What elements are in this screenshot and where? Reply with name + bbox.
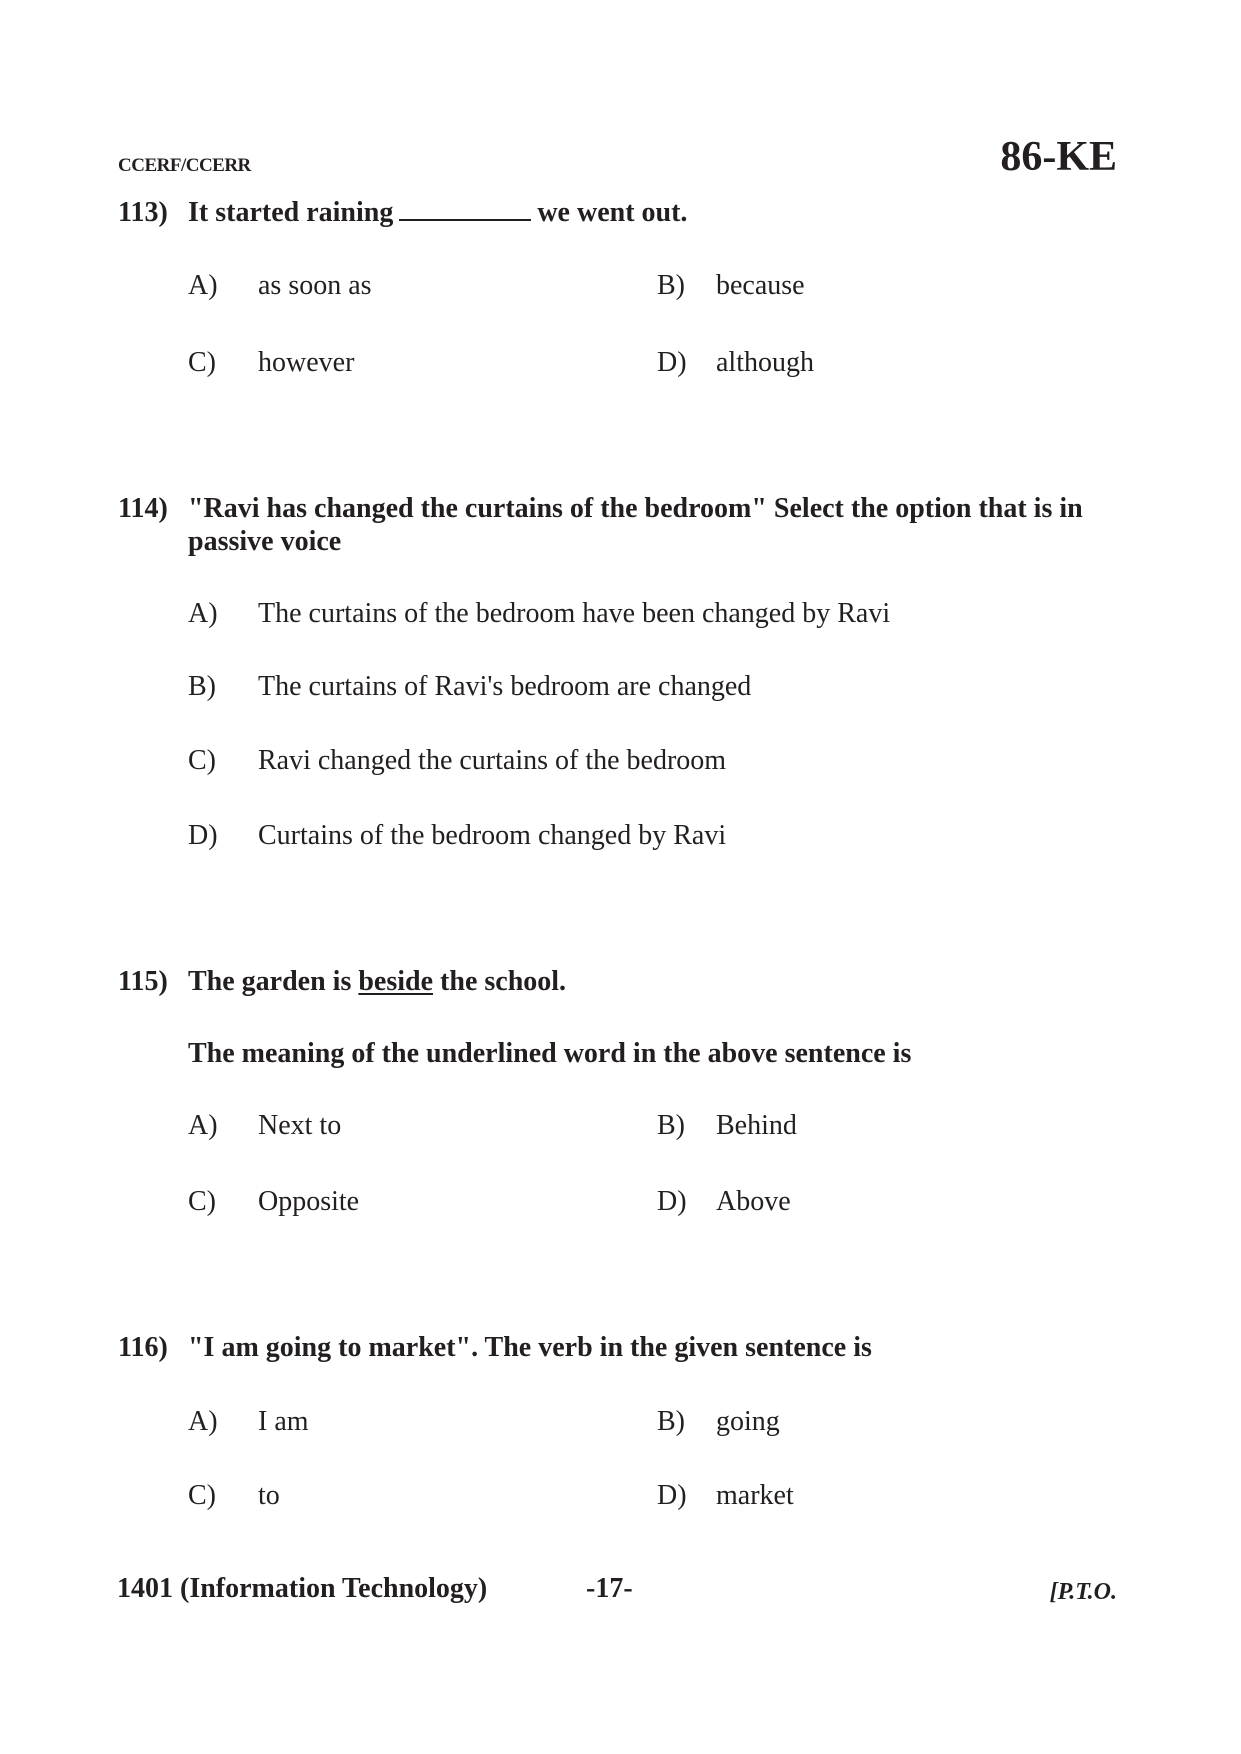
option-text: Above [716,1186,791,1217]
question-number: 114) [118,493,168,524]
page-number: -17- [586,1573,633,1604]
question-text-after: we went out. [537,197,688,228]
option-letter: A) [188,598,218,629]
option-text: The curtains of the bedroom have been changed by Ravi [258,598,891,629]
question-text-before: It started raining [188,197,394,228]
option-letter: A) [188,1110,218,1141]
option-text: Opposite [258,1186,360,1217]
option-letter: C) [188,347,216,378]
series-code: CCERF/CCERR [118,155,251,176]
question-text: "I am going to market". The verb in the given sentence is [188,1332,872,1363]
option-letter: A) [188,1406,218,1437]
pto-label: [P.T.O. [1049,1579,1117,1605]
option-letter: B) [657,1110,685,1141]
paper-code: 86-KE [1000,134,1117,180]
option-text: although [716,347,814,378]
option-text: Curtains of the bedroom changed by Ravi [258,820,727,851]
question-text-line1: "Ravi has changed the curtains of the bedroom" Select the option that is in [188,493,1083,524]
option-letter: D) [657,347,687,378]
option-text: I am [258,1406,309,1437]
option-text: Ravi changed the curtains of the bedroom [258,745,727,776]
option-letter: C) [188,1480,216,1511]
option-text: Next to [258,1110,342,1141]
option-text: as soon as [258,270,372,301]
option-text: going [716,1406,780,1437]
option-letter: C) [188,745,216,776]
option-text: market [716,1480,794,1511]
question-subtext: The meaning of the underlined word in the above sentence is [188,1038,912,1069]
option-text: The curtains of Ravi's bedroom are changed [258,671,752,702]
question-text-before: The garden is [188,966,352,997]
footer-subject: 1401 (Information Technology) [117,1573,488,1604]
option-letter: C) [188,1186,216,1217]
underlined-word: beside [358,966,434,997]
question-text [188,966,566,998]
option-letter: D) [188,820,218,851]
option-text: to [258,1480,280,1511]
option-letter: D) [657,1480,687,1511]
question-number: 116) [118,1332,168,1363]
option-letter: A) [188,270,218,301]
question-number: 115) [118,966,168,997]
question-text-line2: passive voice [188,526,342,557]
answer-blank [399,197,531,221]
question-number: 113) [118,197,168,228]
option-letter: B) [657,270,685,301]
option-letter: B) [657,1406,685,1437]
option-text: Behind [716,1110,797,1141]
question-text [188,197,687,229]
option-text: however [258,347,355,378]
option-letter: D) [657,1186,687,1217]
question-text-after: the school. [440,966,567,997]
option-text: because [716,270,805,301]
option-letter: B) [188,671,216,702]
